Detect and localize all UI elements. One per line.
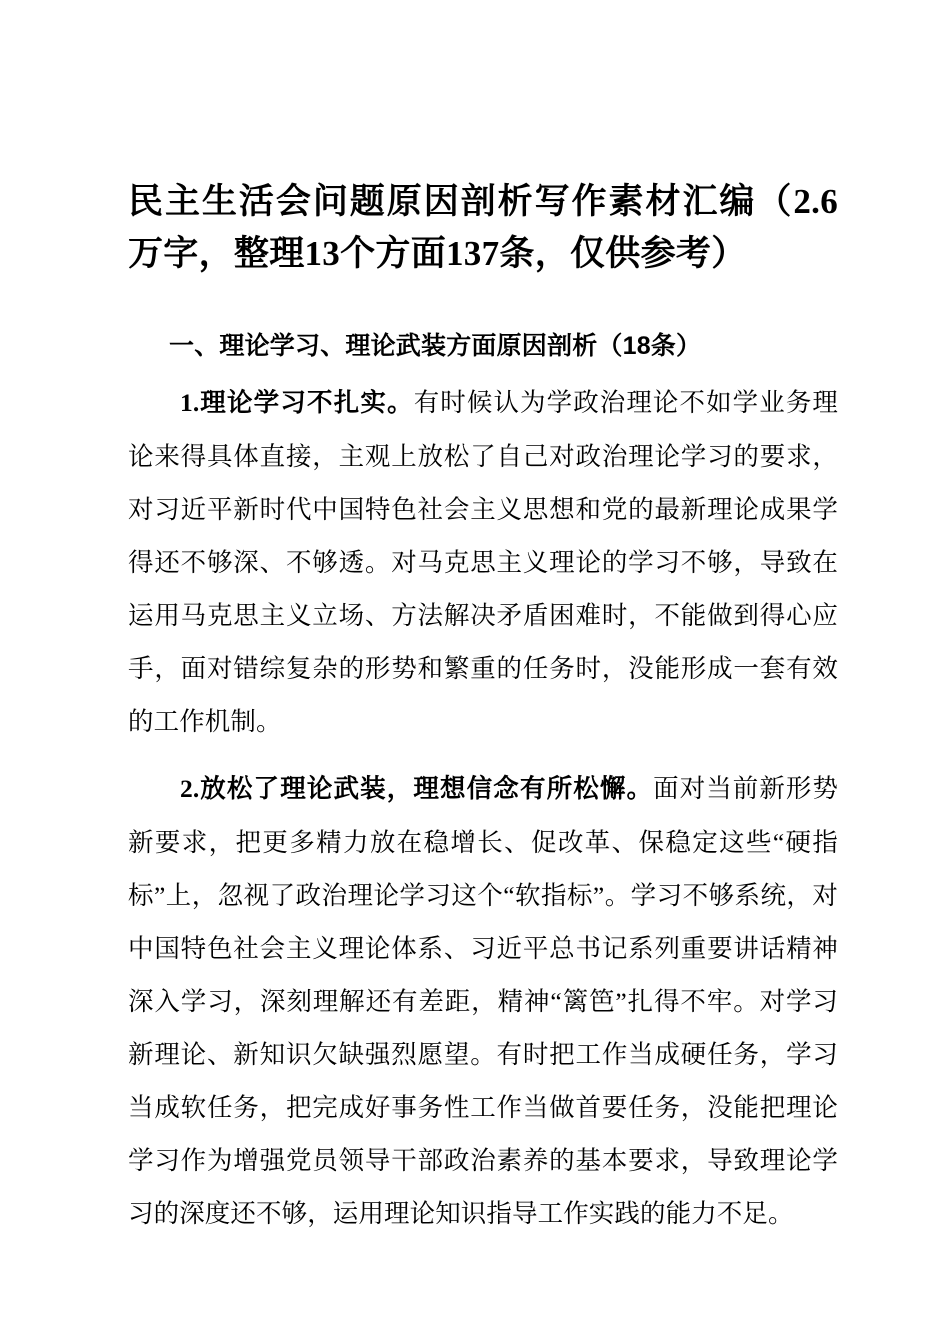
paragraph-item [128,366,838,748]
paragraph-number: 1. [180,388,200,417]
paragraph-lead: 放松了理论武装，理想信念有所松懈。 [199,775,654,803]
paragraph-text: 面对当前新形势新要求，把更多精力放在稳增长、促改革、保稳定这些“硬指标”上，忽视了政治理论学习这个“软指标”。学习不够系统，对中国特色社会主义理论体系、习近平总书记系列重要讲话精神深入学习，深刻理解还有差距，精神“篱笆”扎得不牢。对学习新理论、新知识欠缺强烈愿望。有时把工作当成硬任务，学习当成软任务，把完成好事务性工作当做首要任务，没能把理论学习作为增强党员领导干部政治素养的基本要求，导致理论学习的深度还不够，运用理论知识指导工作实践的能力不足。 [128,774,838,1228]
paragraph-number: 2. [180,774,200,803]
section-heading: 一、理论学习、理论武装方面原因剖析（18条） [169,332,702,360]
paragraph-text: 有时候认为学政治理论不如学业务理论来得具体直接，主观上放松了自己对政治理论学习的要求，对习近平新时代中国特色社会主义思想和党的最新理论成果学得还不够深、不够透。对马克思主义理论的学习不够，导致在运用马克思主义立场、方法解决矛盾困难时，不能做到得心应手，面对错综复杂的形势和繁重的任务时，没能形成一套有效的工作机制。 [128,388,838,736]
page-title: 民主生活会问题原因剖析写作素材汇编（2.6万字，整理13个方面137条，仅供参考） [128,182,838,273]
page-content [128,0,838,1240]
paragraph-lead: 理论学习不扎实。 [199,389,414,417]
paragraph-item [128,748,838,1240]
